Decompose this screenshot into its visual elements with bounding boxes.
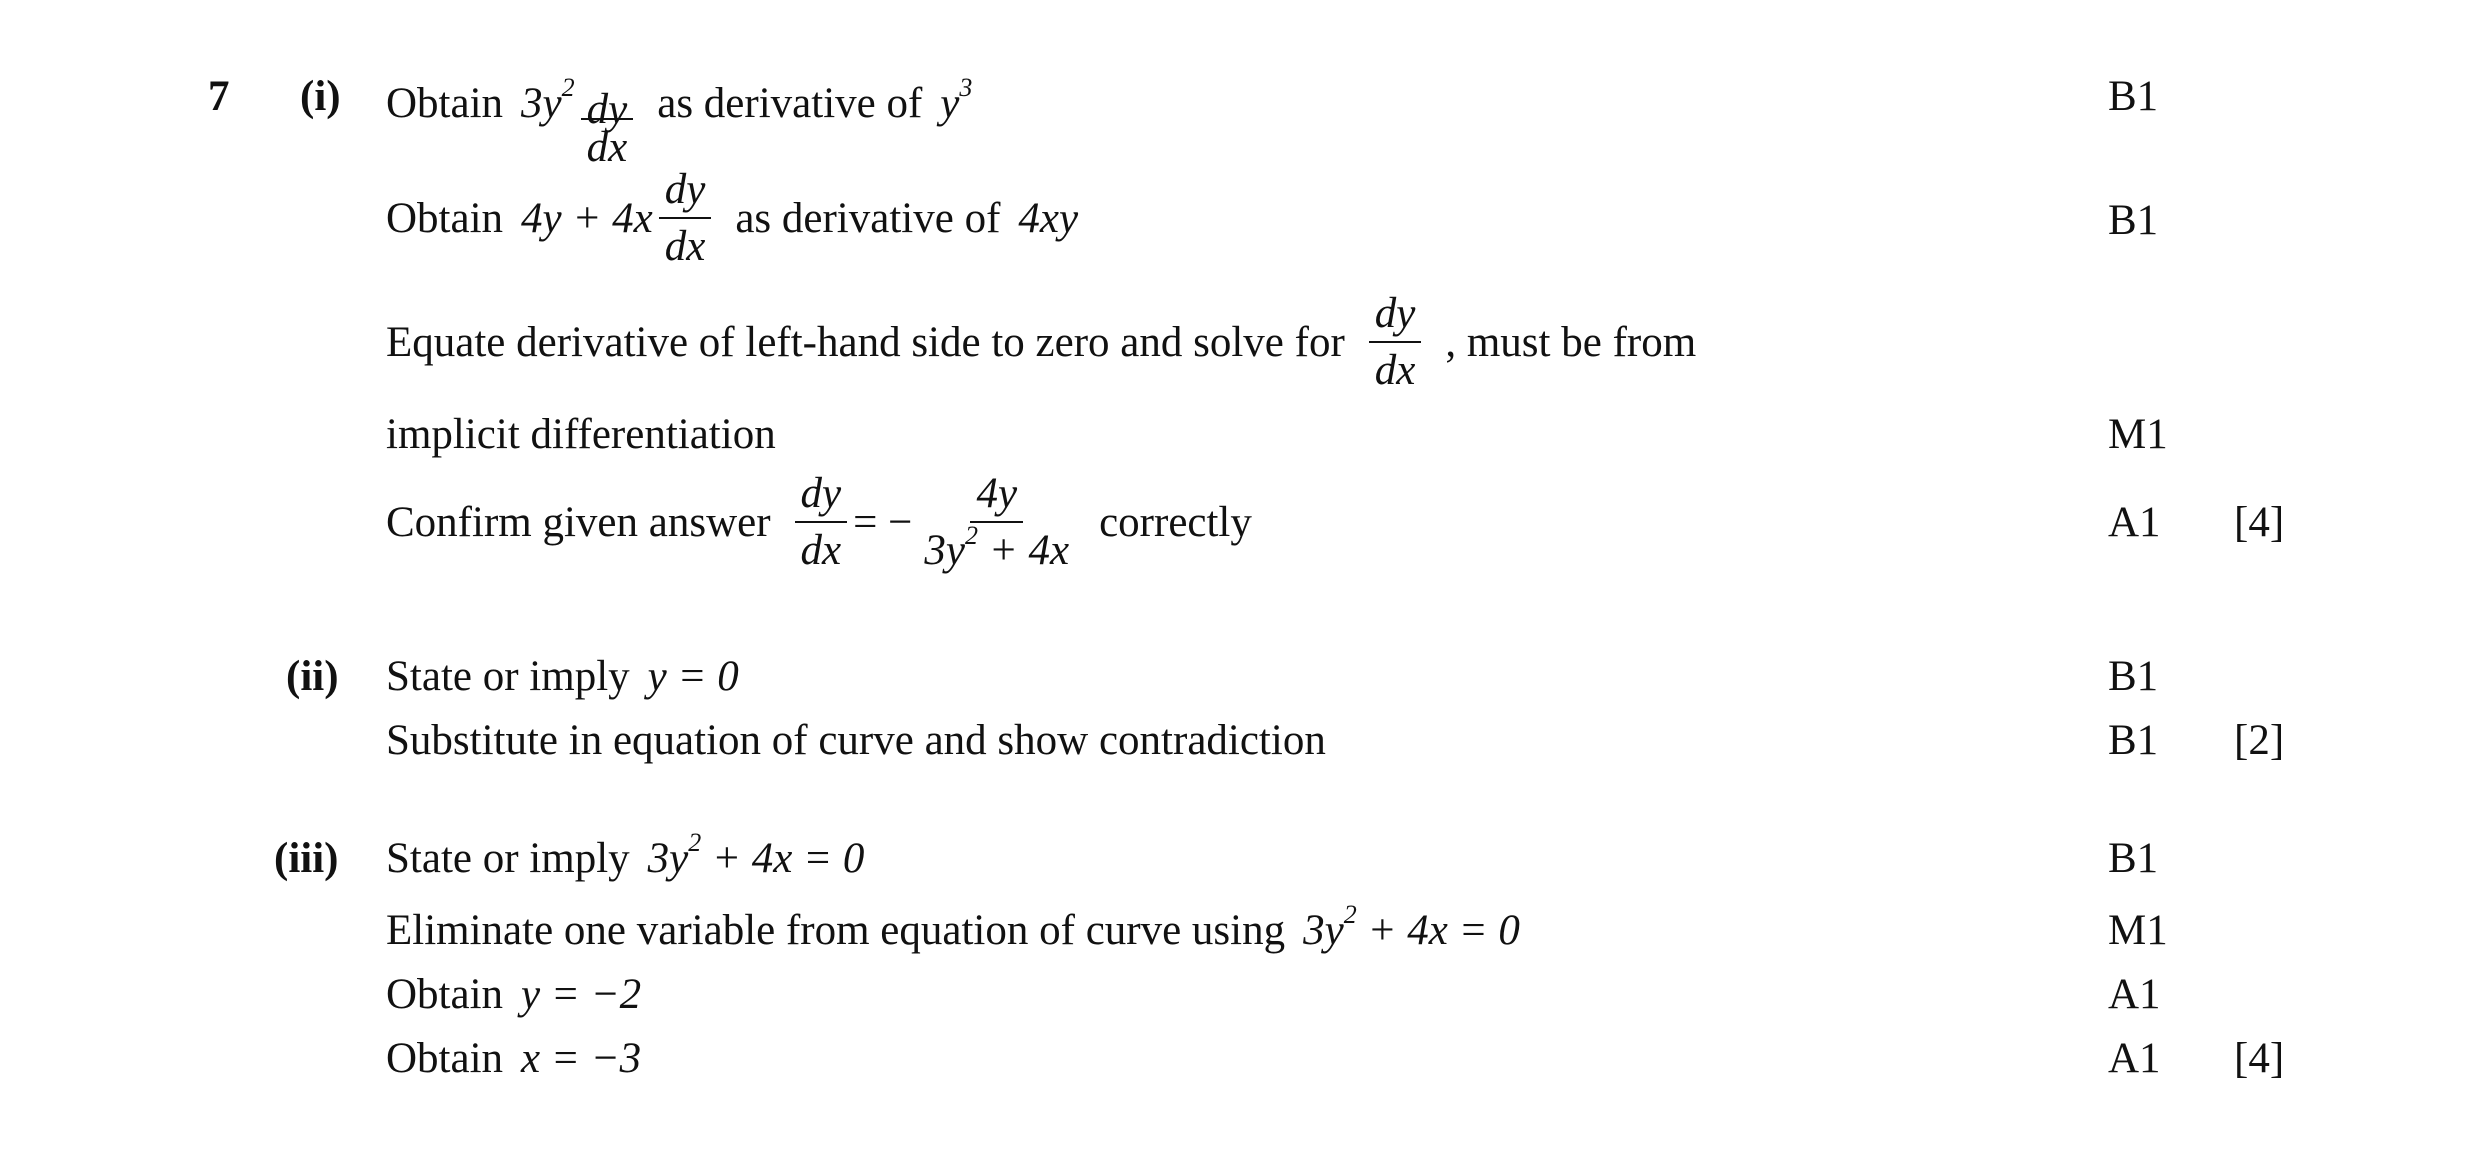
mark-code: B1 (2108, 835, 2159, 882)
line-text: Eliminate one variable from equation of curve using (386, 907, 1286, 954)
math-expression: $3y^2 + 4x = 0$ (647, 828, 865, 882)
part-i-line-3 (386, 292, 1696, 392)
part-total: [4] (2234, 1035, 2285, 1082)
mark-code: B1 (2108, 653, 2159, 700)
math-expression: $3y^2 + 4x = 0$ (1303, 900, 1520, 954)
equals-sign: = − (853, 498, 913, 546)
derivative-fraction: $\frac{dy}{dx}$ (659, 168, 712, 268)
part-iii-line-3 (386, 970, 641, 1019)
line-text: , must be from (1445, 318, 1697, 366)
question-number: 7 (208, 73, 230, 120)
mark-code: B1 (2108, 197, 2159, 244)
part-i-line-2 (386, 168, 1078, 268)
mark-code: A1 (2108, 971, 2161, 1018)
line-text: correctly (1099, 498, 1252, 546)
derivative-fraction: $\frac{dy}{dx}$ (1369, 292, 1422, 392)
part-i-line-4: implicit differentiation (386, 411, 776, 458)
page-top-edge (380, 0, 1180, 58)
line-text: Confirm given answer (386, 498, 771, 546)
math-expression: 4y + 4x (521, 194, 653, 242)
part-iii-line-4 (386, 1034, 641, 1083)
line-text: Equate derivative of left-hand side to zero and solve for (386, 318, 1345, 366)
math-expression: x = −3 (521, 1035, 642, 1082)
answer-fraction: $\frac{4y}{3y^2 + 4x}$ (924, 470, 1070, 574)
line-text: as derivative of (735, 194, 1001, 242)
math-expression: 4xy (1018, 194, 1079, 242)
math-expression: $3y^2$ (521, 73, 575, 127)
mark-code: M1 (2108, 907, 2168, 954)
part-i-label: (i) (300, 73, 341, 120)
line-text: as derivative of (657, 80, 923, 127)
mark-code: A1 (2108, 1035, 2161, 1082)
part-ii-line-2: Substitute in equation of curve and show contradiction (386, 717, 1326, 764)
line-text: Obtain (386, 80, 504, 127)
part-ii-line-1 (386, 652, 739, 701)
part-total: [2] (2234, 717, 2285, 764)
derivative-fraction: $\frac{dy}{dx}$ (795, 472, 848, 572)
part-total: [4] (2234, 499, 2285, 546)
math-expression: y = −2 (521, 971, 642, 1018)
mark-code: A1 (2108, 499, 2161, 546)
mark-code: B1 (2108, 73, 2159, 120)
line-text: Obtain (386, 971, 504, 1018)
mark-code: M1 (2108, 411, 2168, 458)
part-iii-label: (iii) (274, 835, 339, 882)
line-text: Obtain (386, 1035, 504, 1082)
line-text: State or imply (386, 653, 630, 700)
part-i-line-1-visible (386, 72, 973, 171)
line-text: Obtain (386, 194, 504, 242)
part-iii-line-2 (386, 900, 1520, 955)
math-expression: $y^3$ (940, 73, 973, 127)
derivative-fraction: $\frac{dy}{dx}$ (581, 106, 634, 169)
part-i-line-5 (386, 472, 1252, 572)
math-expression: y = 0 (647, 653, 739, 700)
mark-code: B1 (2108, 717, 2159, 764)
part-iii-line-1 (386, 828, 865, 883)
line-text: State or imply (386, 835, 630, 882)
part-ii-label: (ii) (286, 653, 339, 700)
